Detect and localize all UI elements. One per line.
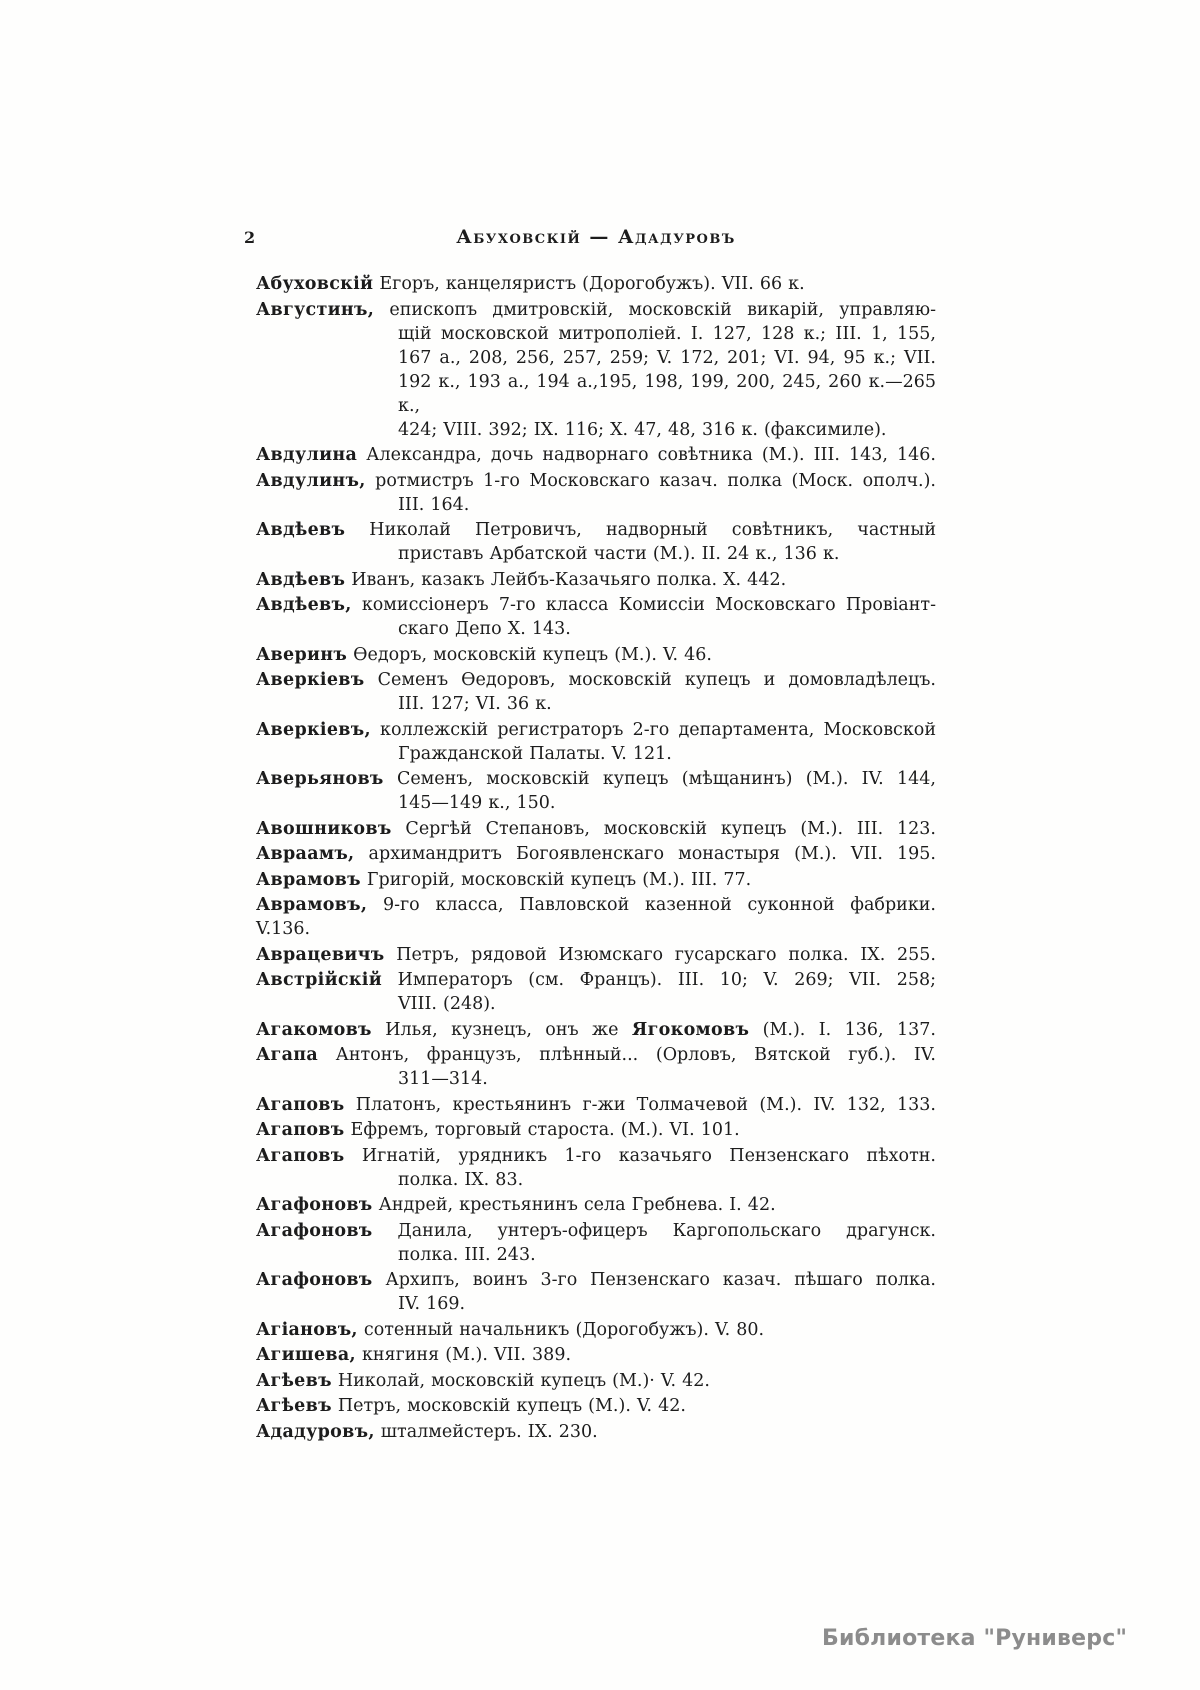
entry-name: Агакомовъ [256,1019,372,1040]
entry-text: Николай, московскій купецъ (М.)· V. 42. [331,1370,710,1391]
index-entry [256,968,936,1016]
entry-name: Аврацевичъ [256,944,385,965]
index-entry [256,1369,936,1393]
entry-text: щій московской митрополіей. I. 127, 128 к.; III. 1, 155, [398,323,936,344]
index-entry [256,668,936,716]
entry-text: IV. 169. [398,1294,466,1314]
entry-line [256,1343,936,1367]
entry-text: ротмистръ 1-го Московскаго казач. полка (Моск. ополч.). [365,470,936,491]
entry-text: III. 127; VI. 36 к. [398,694,552,714]
entry-line [256,443,936,467]
entry-text: Архипъ, воинъ 3-го Пензенскаго казач. пѣшаго полка. [372,1270,936,1290]
entry-text: Егоръ, канцеляристъ (Дорогобужъ). VII. 66 к. [373,274,805,294]
entry-name: Авдѣевъ [256,569,346,590]
page-number: 2 [244,228,256,247]
entry-text: (М.). I. 136, 137. [749,1019,936,1040]
entry-name: Агафоновъ [256,1270,373,1290]
entry-name: Авраамъ, [256,844,355,864]
entry-line [256,1043,936,1067]
running-header: Абуховскій — Ададуровъ [456,226,736,248]
entry-text: Антонъ, французъ, плѣнный... (Орловъ, Вятской губ.). IV. [317,1045,936,1065]
index-entry [256,842,936,866]
entry-name: Аврамовъ [256,869,361,890]
index-entry [256,767,936,815]
index-entry [256,298,936,442]
entry-line [256,418,936,442]
entry-text: комиссіонеръ 7-го класса Комиссіи Московскаго Провіант- [351,595,936,615]
entry-line [256,742,936,766]
index-entry [256,1018,936,1042]
entry-text: Андрей, крестьянинъ села Гребнева. I. 42. [372,1195,776,1215]
entry-text: 192 к., 193 а., 194 а.,195, 198, 199, 200, 245, 260 к.—265 к., [398,371,936,416]
entry-line [256,542,936,566]
entry-line [256,1219,936,1243]
index-entry [256,1219,936,1267]
entry-text: Данила, унтеръ-офицеръ Каргопольскаго драгунск. [372,1220,936,1241]
entry-line [256,1093,936,1117]
entry-line [256,593,936,617]
entry-line [256,1318,936,1342]
entry-name: Абуховскій [256,274,374,294]
entry-text: 167 а., 208, 256, 257, 259; V. 172, 201; VI. 94, 95 к.; VII. [398,347,936,368]
entry-text: сотенный начальникъ (Дорогобужъ). V. 80. [357,1319,765,1340]
entry-line [256,568,936,592]
entry-line [256,1168,936,1192]
entry-text: Семенъ, московскій купецъ (мѣщанинъ) (М.). IV. 144, [383,769,936,789]
entry-name: Агапа [256,1045,318,1065]
entry-name: Агишева, [256,1345,356,1365]
entry-text: 145—149 к., 150. [398,793,556,813]
entry-line [256,346,936,370]
index-entry [256,868,936,892]
entry-line [256,643,936,667]
entry-name: Аверкіевъ [256,670,365,690]
entry-line [256,1193,936,1217]
entry-text: Платонъ, крестьянинъ г-жи Толмачевой (М.). IV. 132, 133. [344,1094,936,1115]
entry-line [256,1118,936,1142]
entry-text: приставъ Арбатской части (М.). II. 24 к., 136 к. [398,544,840,564]
index-entry [256,1343,936,1367]
entry-line [256,1394,936,1418]
entry-line [256,791,936,815]
entry-name: Агіановъ, [256,1319,358,1340]
entry-text: княгиня (М.). VII. 389. [355,1345,572,1365]
entry-line [256,518,936,542]
index-entry [256,1268,936,1316]
entry-line [256,893,936,941]
entry-name: Агаповъ [256,1145,345,1166]
entry-name: Авдулина [256,445,358,465]
entry-line [256,370,936,418]
entry-line [256,718,936,742]
entry-text: Императоръ (см. Францъ). III. 10; V. 269; VII. 258; [382,970,936,990]
entry-text: Петръ, рядовой Изюмскаго гусарскаго полка. IX. 255. [384,944,936,965]
index-entry [256,518,936,566]
entry-text: 424; VIII. 392; IX. 116; X. 47, 48, 316 к. (факсимиле). [398,419,887,440]
entry-name: Агѣевъ [256,1370,332,1391]
entry-line [256,1369,936,1393]
entry-name: Аверкіевъ, [256,719,371,740]
entry-name: Австрійскій [256,970,382,990]
entry-text: коллежскій регистраторъ 2-го департамента, Московской [370,719,936,740]
index-entry [256,1043,936,1091]
entry-line [256,298,936,322]
entry-name: Авошниковъ [256,818,392,839]
entry-line [256,493,936,517]
entry-text: Игнатій, урядникъ 1-го казачьяго Пензенскаго пѣхотн. [344,1145,936,1166]
entry-line [256,272,936,296]
index-entry [256,568,936,592]
entry-line [256,842,936,866]
index-entry [256,643,936,667]
entry-text: Илья, кузнецъ, онъ же [371,1019,632,1040]
entry-line [256,868,936,892]
entry-line [256,817,936,841]
index-entries [256,272,936,1445]
entry-name: Ададуровъ, [256,1421,375,1442]
entry-name: Агаповъ [256,1094,345,1115]
index-entry [256,1093,936,1117]
index-entry [256,1144,936,1192]
entry-line [256,992,936,1016]
entry-text: Григорій, московскій купецъ (М.). III. 77. [360,869,752,890]
entry-name: Авдѣевъ [256,520,346,540]
entry-text: VIII. (248). [398,994,496,1014]
index-entry [256,593,936,641]
entry-name: Августинъ, [256,299,375,320]
entry-name: Аверинъ [256,644,348,665]
entry-line [256,469,936,493]
index-entry [256,718,936,766]
entry-name: Агѣевъ [256,1396,332,1416]
entry-name: Аврамовъ, [256,895,368,915]
index-entry [256,817,936,841]
index-entry [256,443,936,467]
entry-text: Сергѣй Степановъ, московскій купецъ (М.). III. 123. [391,818,936,839]
entry-line [256,1018,936,1042]
index-entry [256,1193,936,1217]
index-entry [256,943,936,967]
entry-line [256,692,936,716]
entry-text: архимандритъ Богоявленскаго монастыря (М.). VII. 195. [354,844,936,864]
index-entry [256,469,936,517]
entry-text: Гражданской Палаты. V. 121. [398,743,672,764]
entry-name: Ягокомовъ [631,1019,750,1040]
entry-text: 9-го класса, Павловской казенной суконной фабрики. V.136. [256,895,936,939]
entry-line [256,767,936,791]
entry-line [256,968,936,992]
watermark: Библиотека "Руниверс" [822,1626,1128,1651]
entry-text: полка. III. 243. [398,1244,536,1265]
entry-text: Александра, дочь надворнаго совѣтника (М.). III. 143, 146. [357,445,936,465]
entry-text: скаго Депо X. 143. [398,619,571,639]
index-entry [256,1394,936,1418]
index-entry [256,1318,936,1342]
entry-line [256,1067,936,1091]
entry-text: шталмейстеръ. IX. 230. [374,1421,598,1442]
entry-name: Авдулинъ, [256,470,366,491]
entry-text: III. 164. [398,494,470,515]
entry-line [256,1292,936,1316]
index-entry [256,1118,936,1142]
index-entry [256,893,936,941]
entry-text: Семенъ Ѳедоровъ, московскій купецъ и домовладѣлецъ. [364,670,936,690]
entry-text: Петръ, московскій купецъ (М.). V. 42. [331,1396,686,1416]
entry-text: Ѳедоръ, московскій купецъ (М.). V. 46. [347,644,712,665]
entry-name: Агафоновъ [256,1220,373,1241]
index-entry [256,1420,936,1444]
entry-text: Ефремъ, торговый староста. (М.). VI. 101. [344,1120,740,1140]
entry-text: Николай Петровичъ, надворный совѣтникъ, частный [345,520,936,540]
entry-name: Агафоновъ [256,1195,373,1215]
entry-text: Иванъ, казакъ Лейбъ-Казачьяго полка. X. 442. [345,569,787,590]
index-entry [256,272,936,296]
entry-line [256,322,936,346]
entry-line [256,617,936,641]
entry-text: епископъ дмитровскій, московскій викарій, управляю- [374,299,936,320]
entry-line [256,1268,936,1292]
entry-name: Аверьяновъ [256,769,384,789]
entry-text: 311—314. [398,1069,488,1089]
entry-line [256,1420,936,1444]
entry-text: полка. IX. 83. [398,1169,524,1190]
entry-line [256,1243,936,1267]
entry-name: Агаповъ [256,1120,345,1140]
entry-name: Авдѣевъ, [256,595,352,615]
entry-line [256,668,936,692]
entry-line [256,943,936,967]
entry-line [256,1144,936,1168]
